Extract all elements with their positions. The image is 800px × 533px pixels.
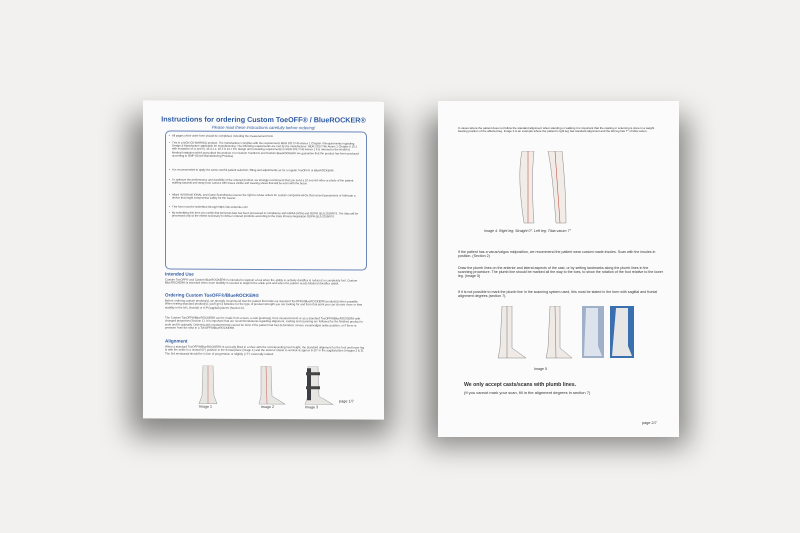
- intended-use-heading: Intended Use: [165, 271, 194, 277]
- image-1-leg: [199, 366, 217, 404]
- instructions-box: [165, 130, 367, 270]
- para-3: If it is not possible to mark the plumb line in the scanning system used, this must be stated in the form with sagittal and frontal alignment degrees (section 7).: [458, 290, 658, 299]
- para-1: If the patient has a varus/valgus midposition, we recommend the patient wear custom made insoles. Scan with the insoles in position. (Section 2): [458, 250, 656, 259]
- bullet-item: • All pages of the order form should be completed, including the measurement form.: [169, 133, 274, 139]
- ordering-text-2: The Custom ToeOFF®/BlueROCKER® can be made from a scan, a cast (pos/neg), from measurements or as a standard ToeOFF®/BlueROCKER® with changed properties (Section 1). It is important that our recommendations regarding alignment, casting and scanning are followed for the finished product to work and fit optimally. Ordering with measurements cannot be done if the patient has foot deformities, severe varus/valgus ankle position, or if there is pressure from the strut in a ToeOFF®/BlueROCKER®.: [165, 315, 363, 331]
- image-2-caption: Image 2: [261, 404, 274, 410]
- bullet-item: • To optimize the performance and durability of the ordered product, we strongly recommend that you send a 10 second video or photo of the patient walking towards and away from camera with knees visible and wearing shoes that will be worn with the brace.: [169, 177, 354, 186]
- image-3-caption: Image 3: [305, 405, 318, 410]
- alignment-text: When a standard ToeOFF®/BlueROCKER® is correctly fitted in a shoe with the corresponding heel height, the standard alignment for the foot and lower leg is with the ankle in a neutral (0°) position in the frontal plane (image 1) and the anterior shank to vertical at approx 8-10° in the sagittal plane (images 2 & 3). The 3rd metatarsal should be in line of progression or slightly (<7°) externally rotated.: [165, 344, 365, 356]
- image-4-legs: [508, 151, 578, 227]
- image-5-caption: Image 5: [534, 367, 547, 371]
- page-subtitle: Please read these instructions carefully before ordering!: [211, 124, 316, 131]
- bullet-item: • This form must be submitted through https://ab-ordersite.com: [169, 204, 248, 209]
- document-page-2: [438, 101, 679, 437]
- document-page-1: [143, 100, 384, 419]
- ordering-heading: Ordering Custom ToeOFF®/BlueROCKER®: [165, 292, 259, 298]
- alignment-heading: Alignment: [165, 338, 188, 344]
- image-4-caption: Image 4. Right leg: Straight 0°. Left leg: Tibia varum 7°: [484, 229, 571, 233]
- page-number: page 1/7: [339, 399, 354, 404]
- bullet-item: • Allard INTERNATIONAL and Camp Scandinavia reserve the right to refuse orders for custom composite AFOs that exceed parameters or fabricate a device that might compromise safety for the wearer.: [169, 192, 356, 201]
- image-3-leg-with-brace: [305, 366, 333, 404]
- alignment-degrees-note: (If you cannot mark your scan, fill in the alignment degrees in section 7): [464, 390, 591, 395]
- page-number: page 2/7: [642, 421, 657, 425]
- para-2: Draw the plumb lines on the anterior and lateral aspects of the cast, or by setting landmarks along the plumb lines in the scanning procedure. The plumb line should be marked all the way to the toes, to show the rotation of the foot relative to the lower leg. (Image 5): [458, 266, 663, 279]
- image-2-leg: [259, 366, 285, 404]
- ordering-text-1: Before ordering custom product(s), we strongly recommend that the patient first trials our standard ToeOFF®/BlueROCKER® product(s) when possible. When testing standard product(s), you'll get a baseline for the type of product strength you are looking for and from that point you can choose more or less stability in the M-L (frontal) or A-P (sagittal) planes (Section 6).: [165, 298, 363, 310]
- intended-use-text: Custom ToeOFF® and Custom BlueROCKER® is intended to support a foot when the ability to actively dorsiflex is reduced or completely lost. Custom BlueROCKER® is intended when more stability is needed to support the ankle joint and when the patient needs bilateral dorsiflex assist.: [165, 277, 358, 286]
- page-title: Instructions for ordering Custom ToeOFF® / BlueROCKER®: [161, 114, 366, 125]
- image-5-casts: [490, 306, 640, 364]
- bullet-item: • It is recommended to apply the same careful patient selection, fitting and adjustments as for a regular ToeOFF® or BlueROCKER®.: [169, 167, 335, 173]
- alignment-images: [193, 366, 363, 412]
- plumb-lines-note: We only accept casts/scans with plumb lines.: [464, 382, 577, 388]
- bullet-item: • This is a NON CE-MARKED product. The manufacturer complies with the requirements MDR 2017/745 Annex 1 Chapter II Requirements regarding Design & Manufacture applicable for manufacturing. The following requirements are met by the manufacturer: MDR 2017/745 Annex 1 Chapter II 10.1 with exception of c) and e), 10.4.1 a, 10.5 & 14.7 For design and remaining requirements in MDR 2017/745 Annex 1 it is referred to the Health & Medical Institution which prescribed the product. For Custom ToeOFF® and Custom BlueROCKER® we guarantee that the product has been produced according to GMP (Good Manufacturing Practice).: [169, 140, 359, 158]
- bullet-item: • By submitting this form you certify that personal data has been processed in compliance with HIPAA (USA) and GDPR (EU) 2016/679. The data will be processed only to the extent necessary to deliver ordered products according to the Data Privacy Regulation GDPR (EU) 2016/679.: [169, 210, 359, 219]
- intro-text: In cases where the patient does not follow the standard alignment when standing or walking it is important that the casting or scanning is done in a weight bearing position of the affected leg. Image 4 is an example where the patient's right leg has standard alignment and the left leg has 7° of tibia varum.: [458, 126, 655, 134]
- image-1-caption: Image 1: [199, 404, 212, 409]
